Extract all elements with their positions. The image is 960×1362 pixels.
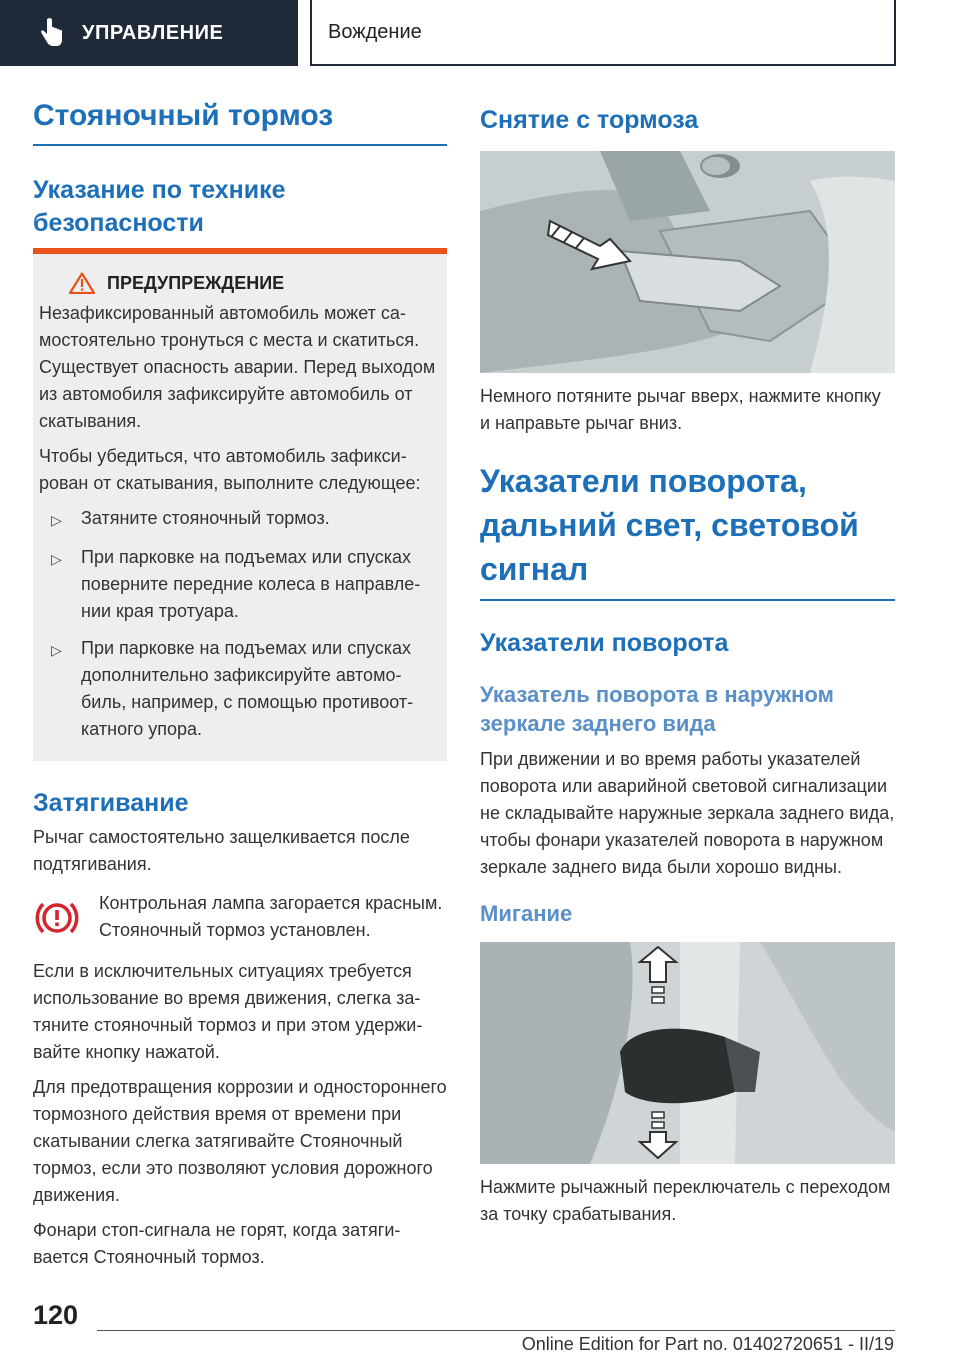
warning-list	[39, 505, 439, 743]
handbrake-illustration	[480, 151, 895, 373]
apply-paragraph: Для предотвращения коррозии и одностороннего тормозного действия время от времени при скатывании слегка затягивайте Стояночный тормоз, если это позволяют условия дорожного движения.	[33, 1077, 447, 1205]
page-footer	[0, 1290, 960, 1362]
warning-paragraph: Чтобы убедиться, что автомобиль зафиксирован от скатывания, выполните следующее:	[39, 446, 421, 493]
bullet-triangle-icon: ▷	[51, 551, 62, 567]
list-item: ▷ При парковке на подъемах или спусках поверните передние колеса в направлении края тротуара.	[39, 544, 439, 625]
bullet-triangle-icon: ▷	[51, 512, 62, 528]
hand-pointer-icon	[38, 18, 64, 48]
lamp-text: Контрольная лампа загорается красным. Стояночный тормоз установлен.	[99, 893, 443, 940]
apply-paragraph: Фонари стоп-сигнала не горят, когда затягивается Стояночный тормоз.	[33, 1220, 401, 1267]
page-title: Стояночный тормоз	[33, 96, 447, 146]
apply-paragraph: Рычаг самостоятельно защелкивается после подтягивания.	[33, 827, 410, 874]
warning-triangle-icon	[69, 272, 95, 294]
right-column	[480, 96, 895, 1228]
section-tab	[0, 0, 298, 66]
stalk-photo	[480, 942, 895, 1164]
left-column	[33, 96, 447, 1271]
page-header	[0, 0, 960, 66]
safety-heading: Указание по технике безопасности	[33, 176, 286, 237]
blink-paragraph: Нажмите рычажный переключатель с переходом за точку срабатывания.	[480, 1177, 891, 1224]
chapter-box	[310, 0, 896, 66]
edition-text: Online Edition for Part no. 01402720651 - II/19	[521, 1334, 894, 1354]
lamp-row	[33, 890, 447, 944]
mirror-paragraph: При движении и во время работы указателей поворота или аварийной световой сигнализации не складывайте наружные зеркала заднего вида, чтобы фонари указателей поворота в наружном зеркале заднего вида были хорошо видны.	[480, 749, 895, 877]
release-paragraph: Немного потяните рычаг вверх, нажмите кнопку и направьте рычаг вниз.	[480, 386, 881, 433]
list-item: ▷ При парковке на подъемах или спусках дополнительно зафиксируйте автомобиль, например, с помощью противооткатного упора.	[39, 635, 439, 743]
section-label: УПРАВЛЕНИЕ	[82, 21, 224, 44]
apply-paragraph: Если в исключительных ситуациях требуется использование во время движения, слегка затяните стояночный тормоз и при этом удерживайте кнопку нажатой.	[33, 961, 423, 1062]
warning-label: ПРЕДУПРЕЖДЕНИЕ	[107, 272, 285, 293]
turn-heading: Указатели поворота	[480, 629, 729, 657]
mirror-heading: Указатель поворота в наружном зеркале заднего вида	[480, 682, 834, 736]
apply-heading: Затягивание	[33, 789, 189, 817]
warning-box	[33, 254, 447, 761]
chapter-label: Вождение	[328, 20, 422, 43]
blink-heading: Мигание	[480, 901, 573, 926]
turn-signal-title: Указатели поворота, дальний свет, световой сигнал	[480, 459, 895, 601]
footer-rule	[97, 1330, 895, 1331]
warning-title	[69, 272, 439, 294]
parking-brake-lamp-icon	[33, 890, 99, 944]
release-heading: Снятие с тормоза	[480, 106, 699, 134]
bullet-triangle-icon: ▷	[51, 642, 62, 658]
turn-stalk-illustration	[480, 942, 895, 1164]
page-number: 120	[33, 1300, 79, 1330]
list-item: ▷ Затяните стояночный тормоз.	[39, 505, 439, 534]
handbrake-photo	[480, 151, 895, 373]
warning-paragraph: Незафиксированный автомобиль может самостоятельно тронуться с места и скатиться. Существует опасность аварии. Перед выходом из автомобиля зафиксируйте автомобиль от скатывания.	[39, 303, 436, 431]
